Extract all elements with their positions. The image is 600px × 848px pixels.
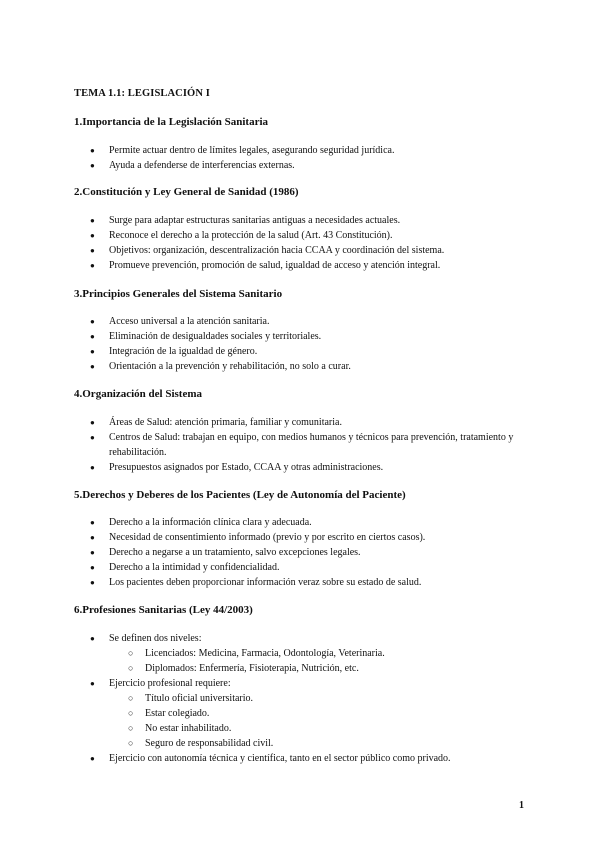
list-item: ● Derecho a la información clínica clara y adecuada. — [90, 517, 312, 528]
sub-list-item: ○ Estar colegiado. — [128, 708, 210, 719]
sub-list-item: ○ No estar inhabilitado. — [128, 723, 232, 734]
list-item: ● Áreas de Salud: atención primaria, familiar y comunitaria. — [90, 417, 342, 428]
bullet-icon: ● — [90, 347, 95, 356]
bullet-icon: ● — [90, 679, 95, 688]
sub-bullet-icon: ○ — [128, 693, 134, 703]
bullet-icon: ● — [90, 161, 95, 170]
bullet-icon: ● — [90, 246, 95, 255]
bullet-icon: ● — [90, 433, 95, 442]
list-item: ● Centros de Salud: trabajan en equipo, con medios humanos y técnicos para prevención, tratamiento y rehabilitación. — [90, 432, 514, 458]
bullet-icon: ● — [90, 563, 95, 572]
sub-list-item: ○ Título oficial universitario. — [128, 693, 254, 704]
section-4-list — [0, 415, 600, 475]
sub-bullet-icon: ○ — [128, 663, 134, 673]
list-item: ● Promueve prevención, promoción de salud, igualdad de acceso y atención integral. — [90, 260, 441, 271]
bullet-icon: ● — [90, 754, 95, 763]
list-item: ● Objetivos: organización, descentralización hacia CCAA y coordinación del sistema. — [90, 245, 445, 256]
section-3-list — [0, 314, 600, 374]
bullet-icon: ● — [90, 231, 95, 240]
list-item: ● Ejercicio con autonomía técnica y científica, tanto en el sector público como privado. — [90, 753, 451, 764]
sub-bullet-icon: ○ — [128, 648, 134, 658]
bullet-icon: ● — [90, 261, 95, 270]
bullet-icon: ● — [90, 317, 95, 326]
bullet-icon: ● — [90, 332, 95, 341]
list-item: ● Derecho a la intimidad y confidencialidad. — [90, 562, 280, 573]
list-item: ● Surge para adaptar estructuras sanitarias antiguas a necesidades actuales. — [90, 215, 401, 226]
section-heading-1: 1.Importancia de la Legislación Sanitaria — [74, 116, 269, 128]
section-2-list — [0, 213, 600, 273]
bullet-icon: ● — [90, 634, 95, 643]
section-heading-2: 2.Constitución y Ley General de Sanidad (1986) — [74, 186, 299, 198]
bullet-icon: ● — [90, 362, 95, 371]
section-heading-3: 3.Principios Generales del Sistema Sanitario — [74, 288, 283, 300]
section-heading-5: 5.Derechos y Deberes de los Pacientes (Ley de Autonomía del Paciente) — [74, 489, 406, 501]
list-item: ● Eliminación de desigualdades sociales y territoriales. — [90, 331, 322, 342]
list-item: ● Necesidad de consentimiento informado (previo y por escrito en ciertos casos). — [90, 532, 426, 543]
section-6-list — [0, 631, 600, 766]
bullet-icon: ● — [90, 463, 95, 472]
sub-bullet-icon: ○ — [128, 738, 134, 748]
section-5-list — [0, 515, 600, 590]
list-item: ● Integración de la igualdad de género. — [90, 346, 258, 357]
bullet-icon: ● — [90, 418, 95, 427]
document-title: TEMA 1.1: LEGISLACIÓN I — [74, 88, 210, 99]
sub-list-item: ○ Seguro de responsabilidad civil. — [128, 738, 274, 749]
list-item: ● Ejercicio profesional requiere: — [90, 678, 231, 689]
list-item: ● Permite actuar dentro de límites legales, asegurando seguridad jurídica. — [90, 145, 395, 156]
list-item: ● Acceso universal a la atención sanitaria. — [90, 316, 270, 327]
list-item: ● Derecho a negarse a un tratamiento, salvo excepciones legales. — [90, 547, 361, 558]
bullet-icon: ● — [90, 518, 95, 527]
section-heading-6: 6.Profesiones Sanitarias (Ley 44/2003) — [74, 604, 253, 616]
section-heading-4: 4.Organización del Sistema — [74, 388, 203, 400]
page-number: 1 — [519, 800, 524, 811]
list-item: ● Se definen dos niveles: — [90, 633, 202, 644]
list-item: ● Presupuestos asignados por Estado, CCAA y otras administraciones. — [90, 462, 384, 473]
sub-bullet-icon: ○ — [128, 723, 134, 733]
sub-list-item: ○ Diplomados: Enfermería, Fisioterapia, Nutrición, etc. — [128, 663, 359, 674]
bullet-icon: ● — [90, 578, 95, 587]
section-1-list — [0, 143, 600, 173]
sub-bullet-icon: ○ — [128, 708, 134, 718]
list-item: ● Orientación a la prevención y rehabilitación, no solo a curar. — [90, 361, 351, 372]
list-item: ● Reconoce el derecho a la protección de la salud (Art. 43 Constitución). — [90, 230, 393, 241]
bullet-icon: ● — [90, 533, 95, 542]
list-item: ● Los pacientes deben proporcionar información veraz sobre su estado de salud. — [90, 577, 422, 588]
bullet-icon: ● — [90, 548, 95, 557]
sub-list-item: ○ Licenciados: Medicina, Farmacia, Odontología, Veterinaria. — [128, 648, 385, 659]
bullet-icon: ● — [90, 216, 95, 225]
bullet-icon: ● — [90, 146, 95, 155]
list-item: ● Ayuda a defenderse de interferencias externas. — [90, 160, 295, 171]
